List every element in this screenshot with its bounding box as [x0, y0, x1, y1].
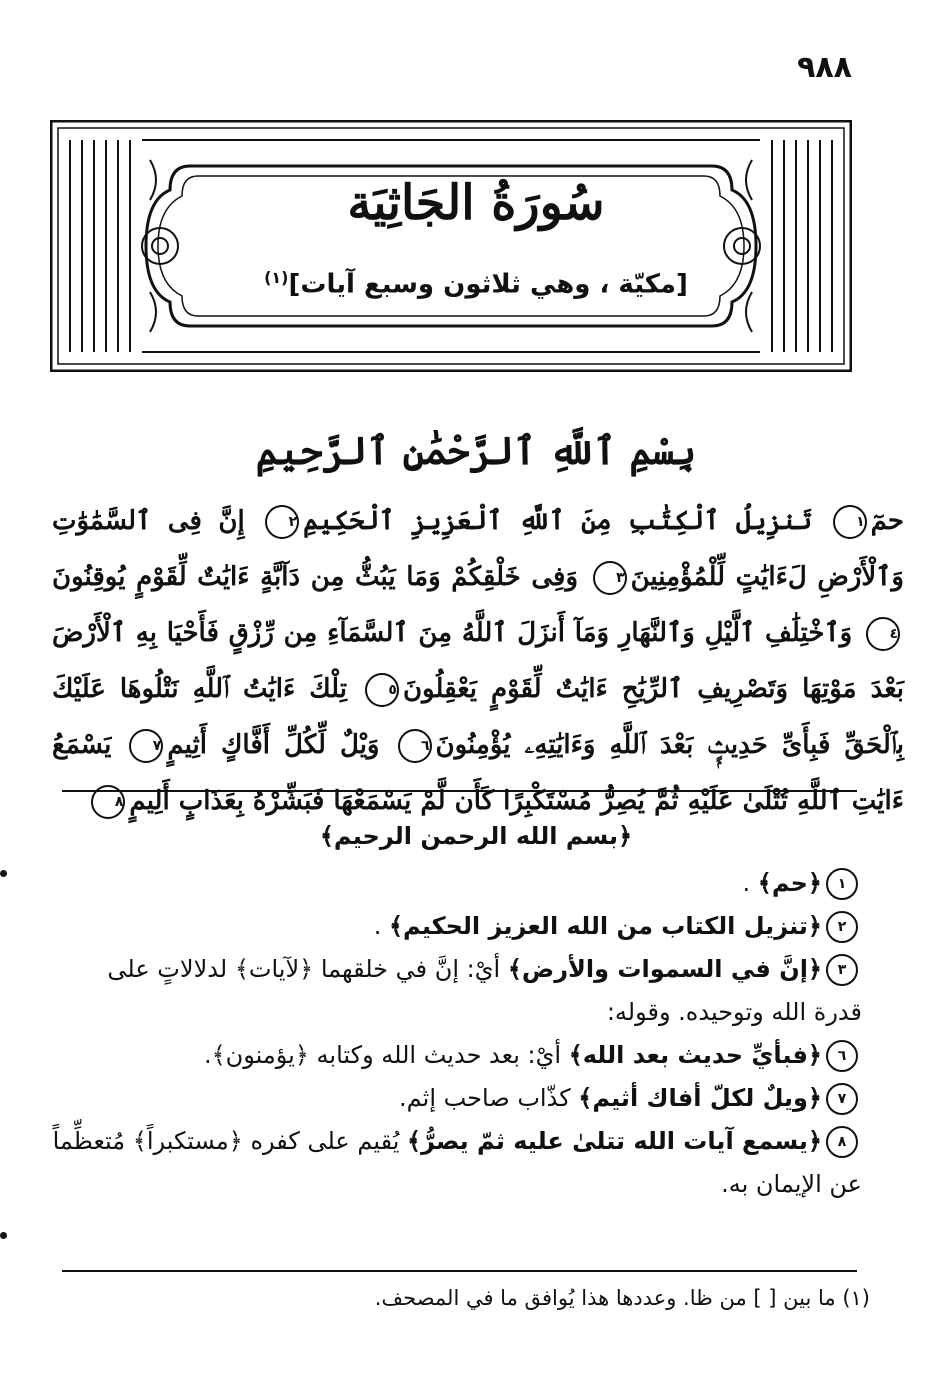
page-number: ٩٨٨	[797, 50, 852, 85]
section-divider	[62, 790, 857, 792]
ayah-number-marker: ٦	[826, 1040, 858, 1072]
tafsir-explanation: أيْ: إنَّ في خلقهما ﴿لآيات﴾ لدلالاتٍ على قدرة الله وتوحيده. وقوله:	[107, 955, 862, 1026]
ayah-number-marker: ٨	[826, 1126, 858, 1158]
tafsir-heading: ﴿بسم الله الرحمن الرحيم﴾	[319, 822, 633, 850]
ornamental-border	[50, 120, 852, 372]
verse-text: وَفِى خَلْقِكُمْ وَمَا يَبُثُّ مِن دَآبَّةٍ ءَايَٰتٌ لِّقَوْمٍ يُوقِنُونَ	[52, 562, 579, 592]
ayah-number-marker: ٢	[826, 911, 858, 943]
tafsir-quote: ﴿حم﴾	[757, 869, 822, 897]
ayah-number-marker: ٢	[265, 505, 299, 539]
tafsir-quote: ﴿يسمع آيات الله تتلىٰ عليه ثمّ يصرُّ﴾	[407, 1127, 822, 1155]
verse-text: إِنَّ فِى ٱلسَّمَٰوَٰتِ وَٱلْأَرْضِ لَءَايَٰتٍ لِّلْمُؤْمِنِينَ	[52, 506, 904, 592]
surah-subtitle-text: [مكيّة ، وهي ثلاثون وسبع آيات]	[288, 269, 688, 300]
margin-mark	[0, 870, 7, 877]
tafsir-explanation: .	[742, 869, 758, 897]
tafsir-explanation: يُقيم على كفره ﴿مستكبراً﴾ مُتعظِّماً عن الإيمان به.	[52, 1127, 862, 1198]
ayah-number-marker: ٦	[398, 729, 432, 763]
surah-subtitle	[0, 268, 952, 300]
tafsir-quote: ﴿ويلٌ لكلّ أفاك أثيم﴾	[578, 1084, 822, 1112]
ayah-number-marker: ٥	[365, 673, 399, 707]
tafsir-entry	[52, 1120, 862, 1206]
ayah-number-marker: ١	[826, 868, 858, 900]
tafsir-entry	[52, 948, 862, 1034]
verse-text: وَيْلٌ لِّكُلِّ أَفَّاكٍ أَثِيمٍ	[167, 730, 380, 760]
footnote: (١) ما بين [ ] من ظا. وعددها هذا يُوافق ما في المصحف.	[374, 1286, 870, 1310]
margin-mark	[0, 1232, 7, 1239]
surah-header-frame	[50, 120, 852, 372]
tafsir-body	[52, 862, 862, 1206]
quran-text-block	[52, 493, 904, 829]
ayah-number-marker: ٨	[91, 785, 125, 819]
tafsir-entry	[52, 905, 862, 948]
ayah-number-marker: ٣	[826, 954, 858, 986]
tafsir-explanation: .	[373, 912, 389, 940]
verse-text: حمٓ	[870, 506, 904, 536]
tafsir-entry	[52, 1077, 862, 1120]
verse-text: تِلْكَ ءَايَٰتُ ٱللَّهِ نَتْلُوهَا عَلَيْكَ بِٱلْحَقِّ فَبِأَىِّ حَدِيثٍۭ بَعْدَ ٱللَّهِ وَءَايَٰتِهِۦ يُؤْمِنُونَ	[52, 674, 904, 760]
footnote-reference: (١)	[264, 268, 289, 287]
verse-text: يَسْمَعُ ءَايَٰتِ ٱللَّهِ تُتْلَىٰ عَلَيْهِ ثُمَّ يُصِرُّ مُسْتَكْبِرًا كَأَن لَّمْ يَسْمَعْهَا فَبَشِّرْهُ بِعَذَابٍ أَلِيمٍ	[52, 730, 904, 816]
ayah-number-marker: ٧	[826, 1083, 858, 1115]
verse-text: تَنزِيلُ ٱلْكِتَٰبِ مِنَ ٱللَّهِ ٱلْعَزِيزِ ٱلْحَكِيمِ	[303, 506, 813, 536]
basmala-calligraphy: بِسْمِ ٱللَّهِ ٱلرَّحْمَٰنِ ٱلرَّحِيمِ	[255, 428, 697, 473]
tafsir-entry	[52, 1034, 862, 1077]
tafsir-explanation: كذّاب صاحب إثم.	[399, 1084, 579, 1112]
footnote-divider	[62, 1270, 857, 1272]
verse-text: وَٱخْتِلَٰفِ ٱلَّيْلِ وَٱلنَّهَارِ وَمَآ أَنزَلَ ٱللَّهُ مِنَ ٱلسَّمَآءِ مِن رِّزْقٍ فَأَحْيَا بِهِ ٱلْأَرْضَ بَعْدَ مَوْتِهَا وَتَصْرِيفِ ٱلرِّيَٰحِ ءَايَٰتٌ لِّقَوْمٍ يَعْقِلُونَ	[52, 618, 904, 704]
tafsir-entry	[52, 862, 862, 905]
ayah-number-marker: ٧	[129, 729, 163, 763]
ayah-number-marker: ٣	[593, 561, 627, 595]
tafsir-explanation: أيْ: بعد حديث الله وكتابه ﴿يؤمنون﴾.	[203, 1041, 569, 1069]
ayah-number-marker: ٤	[866, 617, 900, 651]
ayah-number-marker: ١	[833, 505, 867, 539]
tafsir-quote: ﴿إنَّ في السموات والأرض﴾	[507, 955, 822, 983]
surah-title: سُورَةُ الجَاثِيَة	[347, 175, 605, 231]
tafsir-quote: ﴿تنزيل الكتاب من الله العزيز الحكيم﴾	[388, 912, 822, 940]
tafsir-quote: ﴿فبأيِّ حديث بعد الله﴾	[568, 1041, 822, 1069]
